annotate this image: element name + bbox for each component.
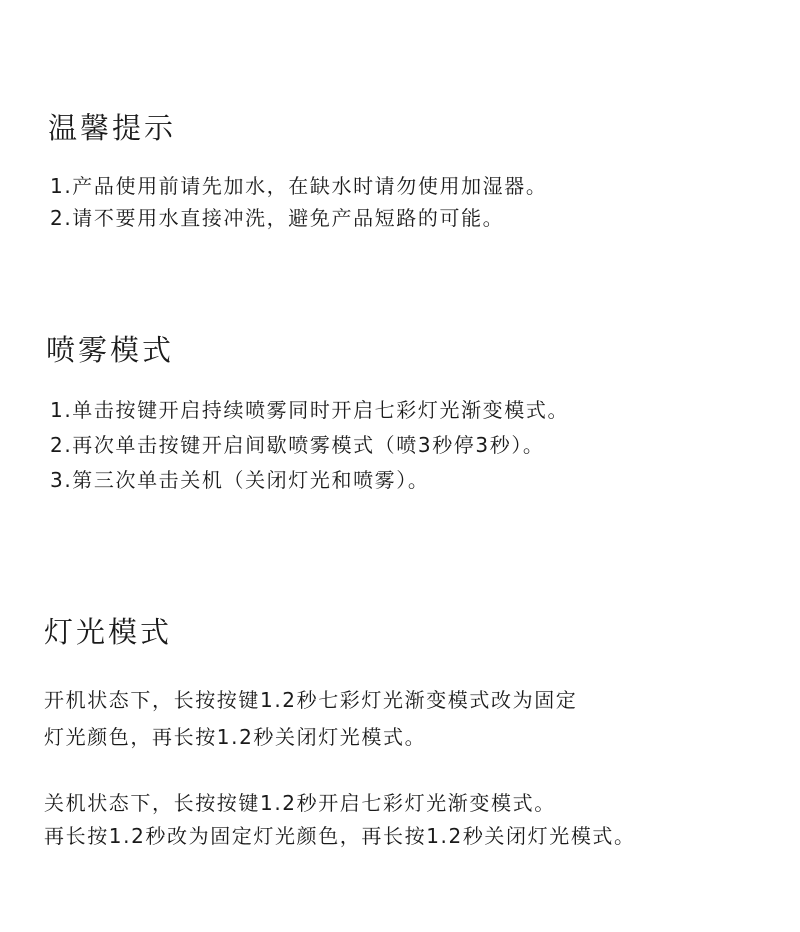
tips-heading: 温馨提示: [48, 111, 177, 145]
spray-mode-item-2: 2.再次单击按键开启间歇喷雾模式（喷3秒停3秒）。: [50, 433, 545, 457]
spray-mode-heading: 喷雾模式: [46, 333, 175, 367]
light-mode-para1-line-1: 开机状态下，长按按键1.2秒七彩灯光渐变模式改为固定: [44, 688, 578, 712]
light-mode-para1-line-2: 灯光颜色，再长按1.2秒关闭灯光模式。: [44, 725, 427, 749]
tips-item-2: 2.请不要用水直接冲洗，避免产品短路的可能。: [50, 206, 505, 230]
spray-mode-item-1: 1.单击按键开启持续喷雾同时开启七彩灯光渐变模式。: [50, 398, 570, 422]
light-mode-heading: 灯光模式: [44, 615, 173, 649]
light-mode-para2-line-2: 再长按1.2秒改为固定灯光颜色，再长按1.2秒关闭灯光模式。: [44, 824, 636, 848]
spray-mode-item-3: 3.第三次单击关机（关闭灯光和喷雾）。: [50, 468, 430, 492]
tips-item-1: 1.产品使用前请先加水，在缺水时请勿使用加湿器。: [50, 174, 548, 198]
light-mode-para2-line-1: 关机状态下，长按按键1.2秒开启七彩灯光渐变模式。: [44, 791, 556, 815]
